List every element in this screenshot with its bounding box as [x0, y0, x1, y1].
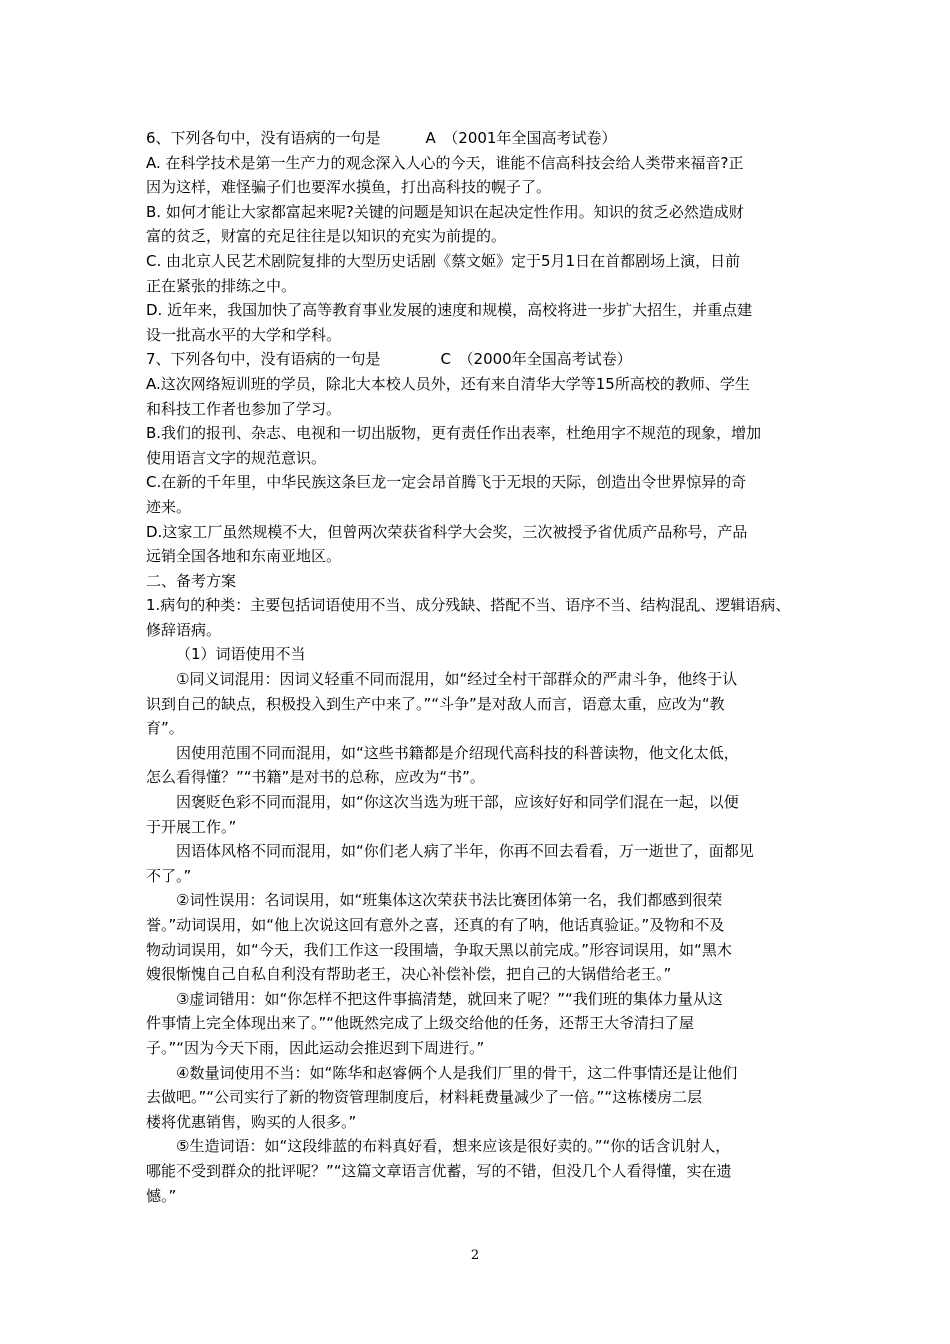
text-line: 子。”“因为今天下雨，因此运动会推迟到下周进行。” [146, 1038, 485, 1057]
text-line: 不了。” [146, 866, 192, 885]
text-line: 7、下列各句中，没有语病的一句是 C （2000年全国高考试卷） [146, 350, 632, 369]
text-line: 正在紧张的排练之中。 [146, 276, 297, 295]
text-line: 设一批高水平的大学和学科。 [146, 325, 342, 344]
page-number: 2 [470, 1248, 480, 1263]
text-line: 嫂很惭愧自己自私自利没有帮助老王，决心补偿补偿，把自己的大锅借给老王。” [146, 965, 672, 984]
text-line: 憾。” [146, 1186, 177, 1205]
text-line: 楼将优惠销售，购买的人很多。” [146, 1112, 357, 1131]
text-line: 使用语言文字的规范意识。 [146, 448, 327, 467]
text-line: 迹来。 [146, 497, 192, 516]
text-line: 因为这样，难怪骗子们也要浑水摸鱼，打出高科技的幌子了。 [146, 178, 552, 197]
text-line: 1.病句的种类：主要包括词语使用不当、成分残缺、搭配不当、语序不当、结构混乱、逻辑语病、 [146, 596, 791, 615]
text-line: ④数量词使用不当：如“陈华和赵睿俩个人是我们厂里的骨干，这二件事情还是让他们 [176, 1063, 738, 1082]
text-line: 因语体风格不同而混用，如“你们老人病了半年，你再不回去看看，万一逝世了，面都见 [176, 842, 754, 861]
text-line: ①同义词混用：因词义轻重不同而混用，如“经过全村干部群众的严肃斗争，他终于认 [176, 670, 738, 689]
text-line: B. 如何才能让大家都富起来呢?关键的问题是知识在起决定性作用。知识的贫乏必然造成财 [146, 202, 744, 221]
text-line: D. 近年来，我国加快了高等教育事业发展的速度和规模，高校将进一步扩大招生，并重点建 [146, 301, 753, 320]
text-line: C.在新的千年里，中华民族这条巨龙一定会昂首腾飞于无垠的天际，创造出令世界惊异的奇 [146, 473, 747, 492]
text-line: A.这次网络短训班的学员，除北大本校人员外，还有来自清华大学等15所高校的教师、学生 [146, 374, 750, 393]
text-line: 识到自己的缺点，积极投入到生产中来了。”“斗争”是对敌人而言，语意太重，应改为“教 [146, 694, 725, 713]
text-line: 二、备考方案 [146, 571, 237, 590]
text-line: 誉。”动词误用，如“他上次说这回有意外之喜，还真的有了呐，他话真验证。”及物和不及 [146, 916, 725, 934]
text-line: ②词性误用：名词误用，如“班集体这次荣获书法比赛团体第一名，我们都感到很荣 [176, 891, 723, 910]
text-line: 因褒贬色彩不同而混用，如“你这次当选为班干部，应该好好和同学们混在一起，以便 [176, 793, 739, 812]
text-line: 物动词误用，如“今天，我们工作这一段围墙，争取天黑以前完成。”形容词误用，如“黑木 [146, 940, 732, 959]
text-line: 富的贫乏，财富的充足往往是以知识的充实为前提的。 [146, 227, 507, 246]
text-line: 和科技工作者也参加了学习。 [146, 399, 342, 418]
text-line: ⑤生造词语：如“这段绯蓝的布料真好看，想来应该是很好卖的。”“你的话含讥射人， [176, 1137, 731, 1156]
text-line: B.我们的报刊、杂志、电视和一切出版物，更有责任作出表率，杜绝用字不规范的现象，增加 [146, 424, 762, 443]
text-line: 哪能不受到群众的批评呢？”“这篇文章语言优蓄，写的不错，但没几个人看得懂，实在遗 [146, 1161, 732, 1180]
text-line: 件事情上完全体现出来了。”“他既然完成了上级交给他的任务，还帮王大爷清扫了屋 [146, 1014, 695, 1033]
text-line: 怎么看得懂？”“书籍”是对书的总称，应改为“书”。 [146, 768, 485, 787]
text-line: A. 在科学技术是第一生产力的观念深入人心的今天，谁能不信高科技会给人类带来福音?正 [146, 153, 744, 172]
document-body [146, 126, 814, 1208]
text-line: 远销全国各地和东南亚地区。 [146, 547, 342, 566]
text-line: D.这家工厂虽然规模不大，但曾两次荣获省科学大会奖，三次被授予省优质产品称号，产品 [146, 522, 748, 541]
text-line: 修辞语病。 [146, 620, 222, 639]
text-line: 于开展工作。” [146, 817, 237, 836]
text-line: 去做吧。”“公司实行了新的物资管理制度后，材料耗费量减少了一倍。”“这栋楼房二层 [146, 1088, 703, 1107]
text-line: 6、下列各句中，没有语病的一句是 A （2001年全国高考试卷） [146, 129, 617, 147]
text-line: 育”。 [146, 719, 184, 738]
text-line: 因使用范围不同而混用，如“这些书籍都是介绍现代高科技的科普读物，他文化太低， [176, 743, 739, 762]
text-line: （1）词语使用不当 [176, 645, 306, 664]
text-line: C. 由北京人民艺术剧院复排的大型历史话剧《蔡文姬》定于5月1日在首都剧场上演，日前 [146, 251, 741, 270]
text-line: ③虚词错用：如“你怎样不把这件事搞清楚，就回来了呢？”“我们班的集体力量从这 [176, 989, 723, 1008]
